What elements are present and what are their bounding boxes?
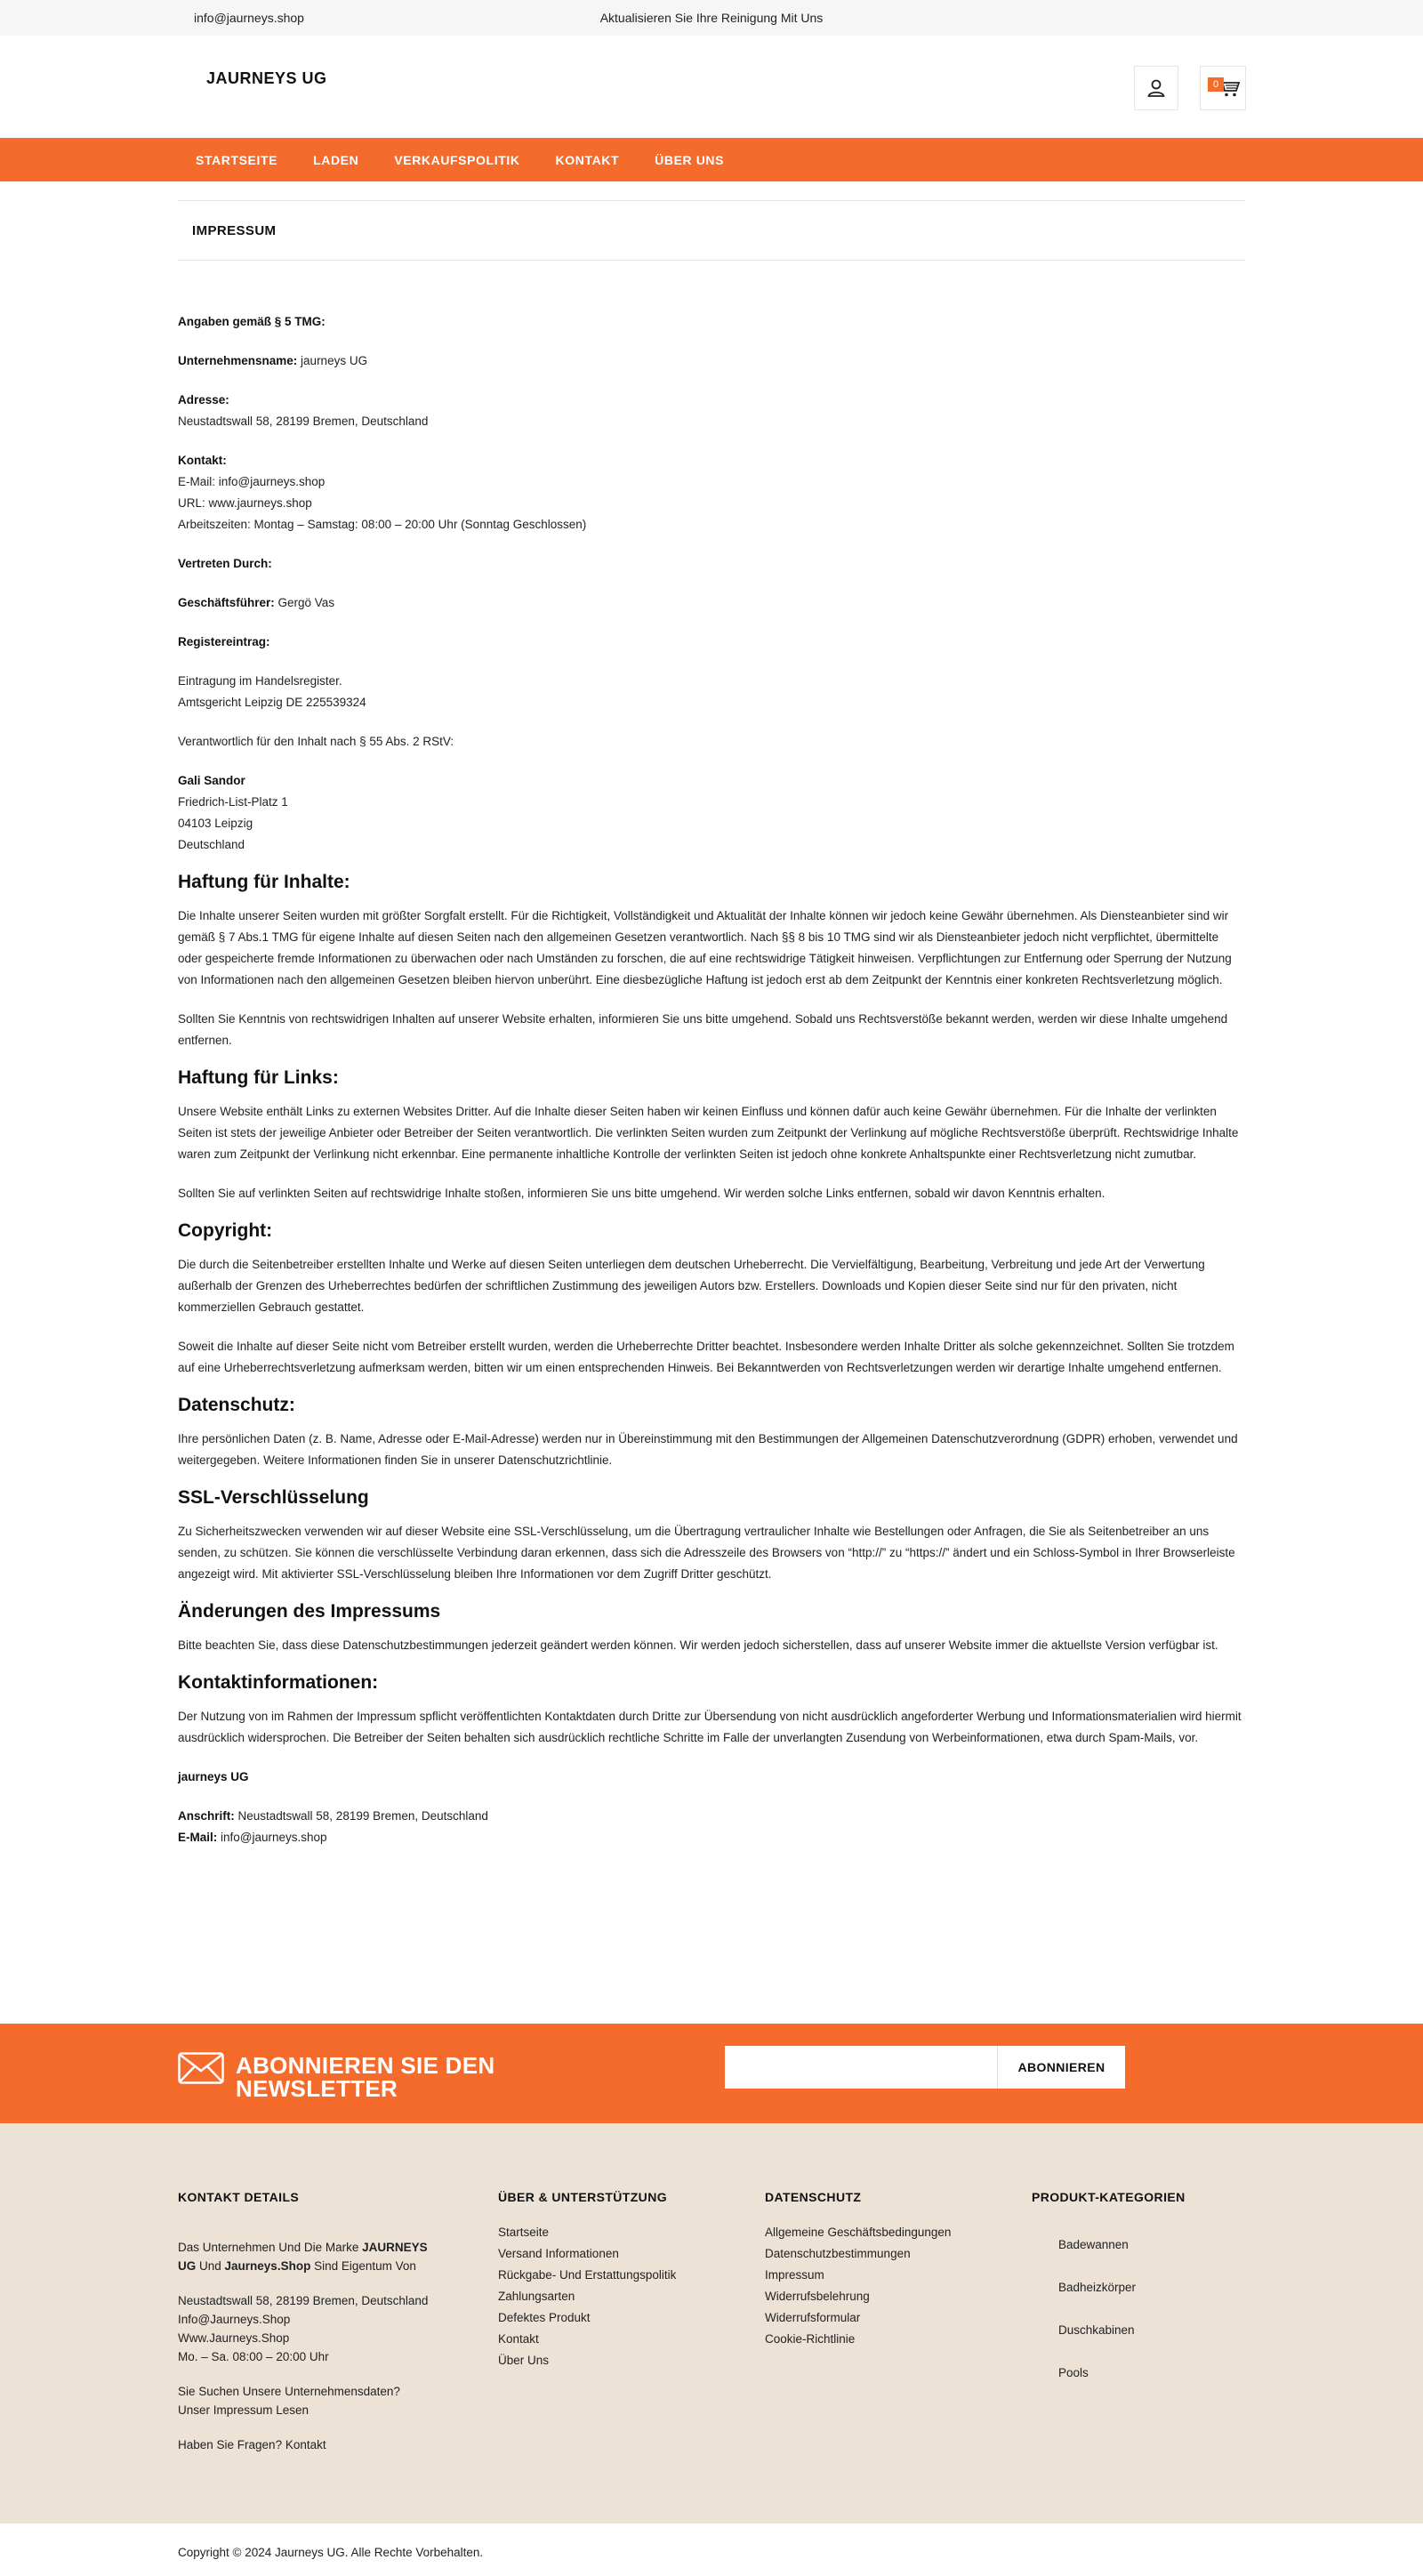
contact-email[interactable]: E-Mail: info@jaurneys.shop [178, 475, 326, 488]
footer-link-kontakt[interactable]: Kontakt [498, 2332, 539, 2346]
page-heading [178, 200, 1245, 261]
ceo-line [178, 592, 1245, 614]
final-company: jaurneys UG [178, 1770, 249, 1783]
final-email-value[interactable]: info@jaurneys.shop [217, 1831, 327, 1844]
footer-link-ueber-uns[interactable]: Über Uns [498, 2354, 550, 2367]
footer-link-cookie[interactable]: Cookie-Richtlinie [765, 2332, 856, 2346]
ownership-shop: Jaurneys.Shop [224, 2259, 311, 2273]
heading-haftung-inhalte: Haftung für Inhalte: [178, 872, 350, 892]
paragraph-haftung-inhalte-1: Die Inhalte unserer Seiten wurden mit größter Sorgfalt erstellt. Für die Richtigkeit, Vollständigkeit und Aktualität der Inhalte können wir jedoch keine Gewähr übernehmen. Als Diensteanbieter sind wir gemäß § 7 Abs.1 TMG für eigene Inhalte auf diesen Seiten nach den allgemeinen Gesetzen verantwortlich. Nach §§ 8 bis 10 TMG sind wir als Diensteanbieter jedoch nicht verpflichtet, übermittelte oder gespeicherte fremde Informationen zu überwachen oder nach Umständen zu forschen, die auf eine rechtswidrige Tätigkeit hinweisen. Verpflichtungen zur Entfernung oder Sperrung der Nutzung von Informationen nach den allgemeinen Gesetzen bleiben hiervon unberührt. Eine diesbezügliche Haftung ist jedoch erst ab dem Zeitpunkt der Kenntnis einer konkreten Rechtsverletzung möglich. [178, 909, 1232, 986]
company-value: jaurneys UG [297, 354, 368, 367]
heading-haftung-links: Haftung für Links: [178, 1067, 339, 1088]
impressum-content [178, 311, 1245, 1848]
footer-link-datenschutz[interactable]: Datenschutzbestimmungen [765, 2247, 911, 2260]
site-logo[interactable]: JAURNEYS UG [206, 69, 327, 87]
cart-count-badge: 0 [1208, 77, 1224, 92]
nav-item-laden[interactable]: LADEN [313, 153, 359, 167]
cart-button[interactable] [1200, 66, 1246, 110]
paragraph-copyright-2: Soweit die Inhalte auf dieser Seite nicht vom Betreiber erstellt wurden, werden die Urheberrechte Dritter beachtet. Insbesondere werden Inhalte Dritter als solche gekennzeichnet. Sollten Sie trotzdem auf eine Urheberrechtsverletzung aufmerksam werden, bitten wir um einen entsprechenden Hinweis. Bei Bekanntwerden von Rechtsverletzungen werden wir derartige Inhalte umgehend entfernen. [178, 1340, 1234, 1374]
footer-link-zahlungsarten[interactable]: Zahlungsarten [498, 2290, 575, 2303]
represented-label: Vertreten Durch: [178, 557, 272, 570]
footer-category-duschkabinen[interactable]: Duschkabinen [1058, 2323, 1135, 2337]
footer-link-rueckgabe[interactable]: Rückgabe- Und Erstattungspolitik [498, 2268, 677, 2282]
footer-web[interactable]: Www.Jaurneys.Shop [178, 2331, 290, 2345]
footer-col-title: DATENSCHUTZ [765, 2190, 862, 2204]
footer-col-privacy [765, 2190, 1014, 2350]
address-label: Adresse: [178, 393, 229, 407]
footer-ownership [178, 2238, 431, 2275]
paragraph-datenschutz: Ihre persönlichen Daten (z. B. Name, Adresse oder E-Mail-Adresse) werden nur in Übereinstimmung mit den Bestimmungen der Allgemeinen Datenschutzverordnung (GDPR) erhoben, verwendet und weitergegeben. Weitere Informationen finden Sie in unserer Datenschutzrichtlinie. [178, 1432, 1238, 1467]
footer-questions[interactable]: Haben Sie Fragen? Kontakt [178, 2438, 326, 2451]
nav-item-ueber-uns[interactable]: ÜBER UNS [655, 153, 725, 167]
heading-ssl: SSL-Verschlüsselung [178, 1487, 369, 1508]
main-nav [0, 138, 1423, 181]
footer-address: Neustadtswall 58, 28199 Bremen, Deutschland [178, 2294, 429, 2307]
footer-company-question: Sie Suchen Unsere Unternehmensdaten? [178, 2385, 400, 2398]
heading-copyright: Copyright: [178, 1220, 273, 1241]
copyright-text: Copyright © 2024 Jaurneys UG. Alle Rechte Vorbehalten. [178, 2546, 484, 2559]
contact-hours: Arbeitszeiten: Montag – Samstag: 08:00 – 20:00 Uhr (Sonntag Geschlossen) [178, 518, 587, 531]
final-address-line [178, 1806, 1245, 1827]
newsletter-title: ABONNIEREN SIE DEN NEWSLETTER [236, 2052, 495, 2102]
account-button[interactable] [1134, 66, 1178, 110]
ownership-post: Sind Eigentum Von [310, 2259, 416, 2273]
paragraph-haftung-inhalte-2: Sollten Sie Kenntnis von rechtswidrigen Inhalten auf unserer Website erhalten, informieren Sie uns bitte umgehend. Sobald uns Rechtsverstöße bekannt werden, werden wir diese Inhalte umgehend entfernen. [178, 1012, 1228, 1047]
topbar-email[interactable]: info@jaurneys.shop [194, 11, 304, 25]
paragraph-copyright-1: Die durch die Seitenbetreiber erstellten Inhalte und Werke auf diesen Seiten unterliegen dem deutschen Urheberrecht. Die Vervielfältigung, Bearbeitung, Verbreitung und jede Art der Verwertung außerhalb der Grenzen des Urheberrechtes bedürfen der schriftlichen Zustimmung des jeweiligen Autors bzw. Erstellers. Downloads und Kopien dieser Seite sind nur für den privaten, nicht kommerziellen Gebrauch gestattet. [178, 1258, 1205, 1314]
tmg-heading: Angaben gemäß § 5 TMG: [178, 315, 326, 328]
footer-link-versand[interactable]: Versand Informationen [498, 2247, 619, 2260]
footer-email[interactable]: Info@Jaurneys.Shop [178, 2313, 291, 2326]
ownership-brand: JAURNEYS UG [178, 2241, 428, 2273]
footer-col-title: KONTAKT DETAILS [178, 2190, 300, 2204]
footer-category-badheizkoerper[interactable]: Badheizkörper [1058, 2281, 1137, 2294]
site-header [0, 36, 1423, 137]
page-title: IMPRESSUM [192, 223, 277, 238]
responsible-name: Gali Sandor [178, 774, 245, 787]
nav-item-startseite[interactable]: STARTSEITE [196, 153, 278, 167]
address-value: Neustadtswall 58, 28199 Bremen, Deutschland [178, 415, 429, 428]
heading-kontaktinformationen: Kontaktinformationen: [178, 1672, 379, 1693]
responsible-country: Deutschland [178, 838, 245, 851]
envelope-icon [178, 2052, 224, 2084]
paragraph-haftung-links-2: Sollten Sie auf verlinkten Seiten auf rechtswidrige Inhalte stoßen, informieren Sie uns bitte umgehend. Wir werden solche Links entfernen, sobald wir davon Kenntnis erhalten. [178, 1187, 1105, 1200]
footer-category-badewannen[interactable]: Badewannen [1058, 2238, 1129, 2251]
heading-datenschutz: Datenschutz: [178, 1395, 295, 1415]
paragraph-ssl: Zu Sicherheitszwecken verwenden wir auf dieser Website eine SSL-Verschlüsselung, um die Übertragung vertraulicher Inhalte wie Bestellungen oder Anfragen, die Sie als Seitenbetreiber an uns senden, zu schützen. Sie können die verschlüsselte Verbindung daran erkennen, dass sich die Adresszeile des Browsers von “http://” zu “https://” ändert und ein Schloss-Symbol in Ihrer Browserleiste angezeigt wird. Mit aktivierter SSL-Verschlüsselung bleiben Ihre Informationen vor dem Zugriff Dritter geschützt. [178, 1525, 1235, 1581]
footer-company-data [178, 2382, 431, 2419]
contact-url[interactable]: URL: www.jaurneys.shop [178, 496, 312, 510]
footer-link-agb[interactable]: Allgemeine Geschäftsbedingungen [765, 2226, 952, 2239]
user-icon [1146, 78, 1166, 98]
contact-label: Kontakt: [178, 454, 227, 467]
footer-link-widerrufsformular[interactable]: Widerrufsformular [765, 2311, 861, 2324]
subscribe-button[interactable]: ABONNIEREN [997, 2046, 1125, 2089]
responsible-city: 04103 Leipzig [178, 817, 253, 830]
ownership-pre: Das Unternehmen Und Die Marke [178, 2241, 363, 2254]
company-label: Unternehmensname: [178, 354, 298, 367]
final-email-label: E-Mail: [178, 1831, 218, 1844]
final-address-value: Neustadtswall 58, 28199 Bremen, Deutschland [234, 1809, 488, 1823]
footer-col-contact [178, 2190, 431, 2470]
responsible-line: Verantwortlich für den Inhalt nach § 55 Abs. 2 RStV: [178, 735, 454, 748]
newsletter-email-input[interactable] [725, 2046, 997, 2089]
top-bar [0, 0, 1423, 36]
footer-col-support [498, 2190, 729, 2371]
paragraph-haftung-links-1: Unsere Website enthält Links zu externen Websites Dritter. Auf die Inhalte dieser Seiten haben wir keinen Einfluss und können dafür auch keine Gewähr übernehmen. Für die Inhalte der verlinkten Seiten ist stets der jeweilige Anbieter oder Betreiber der Seiten verantwortlich. Die verlinkten Seiten wurden zum Zeitpunkt der Verlinkung auf mögliche Rechtsverstöße überprüft. Rechtswidrige Inhalte waren zum Zeitpunkt der Verlinkung nicht erkennbar. Eine permanente inhaltliche Kontrolle der verlinkten Seiten ist jedoch ohne konkrete Anhaltspunkte einer Rechtsverletzung nicht zumutbar. [178, 1105, 1239, 1161]
footer-col-categories [1032, 2190, 1245, 2395]
footer-link-startseite[interactable]: Startseite [498, 2226, 550, 2239]
register-line-1: Eintragung im Handelsregister. [178, 674, 342, 688]
footer-impressum-link[interactable]: Unser Impressum Lesen [178, 2403, 310, 2417]
topbar-promo: Aktualisieren Sie Ihre Reinigung Mit Uns [599, 11, 824, 25]
ownership-mid: Und [196, 2259, 225, 2273]
footer-col-title: PRODUKT-KATEGORIEN [1032, 2190, 1186, 2204]
company-line [178, 350, 1245, 372]
responsible-street: Friedrich-List-Platz 1 [178, 795, 288, 809]
register-line-2: Amtsgericht Leipzig DE 225539324 [178, 696, 366, 709]
heading-aenderungen: Änderungen des Impressums [178, 1601, 441, 1622]
site-footer [0, 2123, 1423, 2524]
footer-link-impressum[interactable]: Impressum [765, 2268, 824, 2282]
footer-col-title: ÜBER & UNTERSTÜTZUNG [498, 2190, 667, 2204]
final-email-line [178, 1827, 1245, 1848]
paragraph-kontaktinformationen: Der Nutzung von im Rahmen der Impressum spflicht veröffentlichten Kontaktdaten durch Dritte zur Übersendung von nicht ausdrücklich angeforderter Werbung und Informationsmaterialien wird hiermit ausdrücklich widersprochen. Die Betreiber der Seiten behalten sich ausdrücklich rechtliche Schritte im Falle der unverlangten Zusendung von Werbeinformationen, etwa durch Spam-Mails, vor. [178, 1710, 1242, 1744]
footer-link-defektes-produkt[interactable]: Defektes Produkt [498, 2311, 591, 2324]
ceo-value: Gergö Vas [274, 596, 335, 609]
final-address-label: Anschrift: [178, 1809, 235, 1823]
footer-contact-block [178, 2291, 431, 2366]
footer-category-pools[interactable]: Pools [1058, 2366, 1089, 2379]
footer-link-widerrufsbelehrung[interactable]: Widerrufsbelehrung [765, 2290, 870, 2303]
newsletter-section [0, 2024, 1423, 2123]
nav-item-verkaufspolitik[interactable]: VERKAUFSPOLITIK [394, 153, 520, 167]
register-label: Registereintrag: [178, 635, 270, 648]
footer-hours: Mo. – Sa. 08:00 – 20:00 Uhr [178, 2350, 329, 2363]
nav-item-kontakt[interactable]: KONTAKT [555, 153, 620, 167]
ceo-label: Geschäftsführer: [178, 596, 275, 609]
paragraph-aenderungen: Bitte beachten Sie, dass diese Datenschutzbestimmungen jederzeit geändert werden können. Wir werden jedoch sicherstellen, dass auf unserer Website immer die aktuellste Version verfügbar ist. [178, 1638, 1218, 1652]
